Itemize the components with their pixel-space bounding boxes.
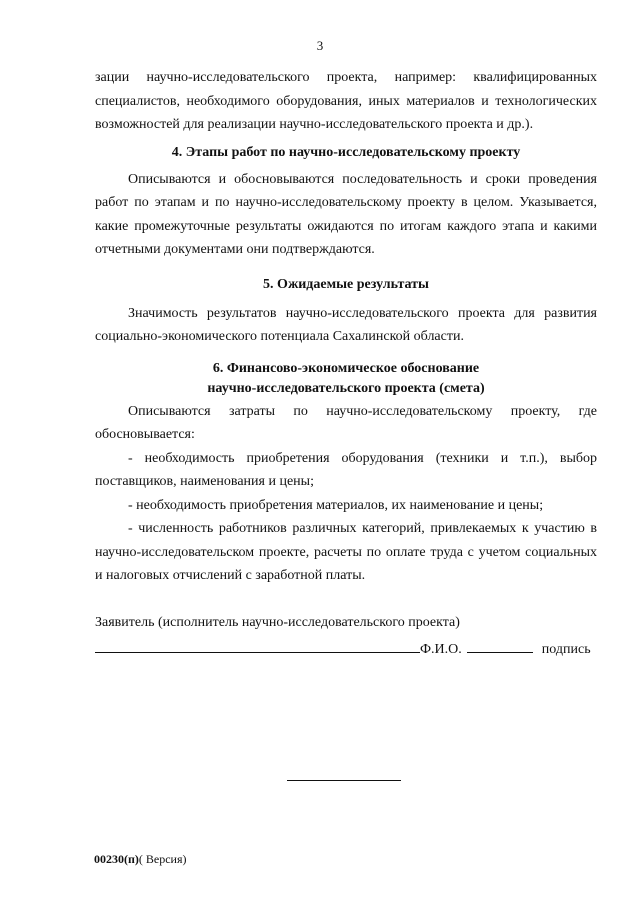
list-item: - необходимость приобретения материалов, их наименование и цены; bbox=[128, 497, 544, 513]
section-5-text: Значимость результатов научно-исследовательского проекта для развития социально-экономического потенциала Сахалинской области. bbox=[95, 305, 597, 344]
signature-line bbox=[95, 636, 597, 658]
fio-blank-line bbox=[467, 651, 533, 653]
section-6-heading-line1: 6. Финансово-экономическое обоснование bbox=[212, 360, 480, 376]
section-5-heading: 5. Ожидаемые результаты bbox=[263, 276, 429, 292]
section-4-text: Описываются и обосновываются последовательность и сроки проведения работ по этапам и по научно-исследовательскому проекту в целом. Указывается, какие промежуточные результаты ожидаются по итогам каждого этапа и какими отчетными документами они подтверждаются. bbox=[95, 171, 597, 257]
end-divider bbox=[287, 780, 401, 781]
applicant-label: Заявитель (исполнитель научно-исследовательского проекта) bbox=[95, 614, 460, 630]
section-4-heading: 4. Этапы работ по научно-исследовательскому проекту bbox=[171, 144, 521, 160]
section-6-heading-line2: научно-исследовательского проекта (смета) bbox=[207, 380, 485, 396]
applicant-blank-line bbox=[95, 651, 420, 653]
list-item: - необходимость приобретения оборудования (техники и т.п.), выбор поставщиков, наименования и цены; bbox=[95, 450, 597, 489]
document-body bbox=[95, 66, 597, 658]
page-number: 3 bbox=[316, 38, 324, 53]
continuation-paragraph: зации научно-исследовательского проекта, например: квалифицированных специалистов, необходимого оборудования, иных материалов и технологических возможностей для реализации научно-исследовательского проекта и др.). bbox=[95, 70, 597, 132]
document-code: 00230(п) bbox=[94, 852, 139, 866]
fio-label: Ф.И.О. bbox=[420, 642, 462, 657]
list-item: - численность работников различных категорий, привлекаемых к участию в научно-исследовательском проекте, расчеты по оплате труда с учетом социальных и налоговых отчислений с заработной платы. bbox=[95, 521, 597, 583]
section-6-intro: Описываются затраты по научно-исследовательскому проекту, где обосновывается: bbox=[95, 403, 597, 442]
document-footer bbox=[94, 852, 187, 867]
signature-label: подпись bbox=[541, 642, 591, 657]
document-version: ( Версия) bbox=[138, 852, 187, 866]
